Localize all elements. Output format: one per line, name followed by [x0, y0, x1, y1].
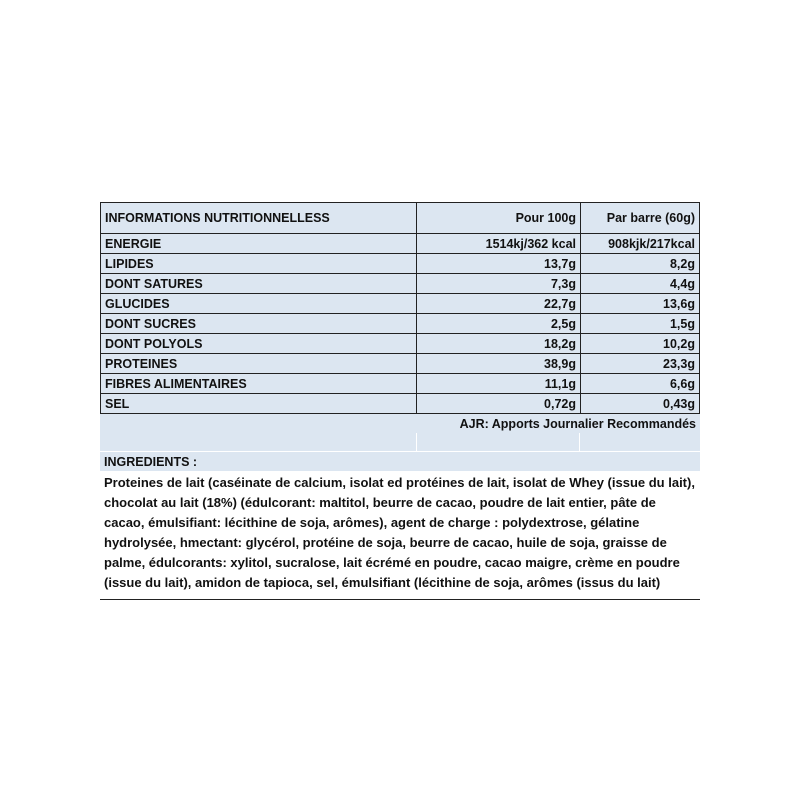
nutrient-label: DONT SUCRES	[100, 314, 417, 334]
ajr-row	[100, 414, 700, 433]
value-per-100g: 11,1g	[417, 374, 580, 394]
table-row	[100, 254, 700, 274]
value-per-bar: 0,43g	[580, 394, 700, 414]
value-per-bar: 23,3g	[580, 354, 700, 374]
value-per-100g: 13,7g	[417, 254, 580, 274]
header-per-bar: Par barre (60g)	[580, 202, 700, 234]
nutrient-label: SEL	[100, 394, 417, 414]
value-per-bar: 8,2g	[580, 254, 700, 274]
header-per-100g: Pour 100g	[417, 202, 580, 234]
value-per-100g: 1514kj/362 kcal	[417, 234, 580, 254]
value-per-100g: 2,5g	[417, 314, 580, 334]
table-row	[100, 314, 700, 334]
table-row	[100, 374, 700, 394]
value-per-bar: 4,4g	[580, 274, 700, 294]
ingredients-text: Proteines de lait (caséinate de calcium, isolat ed protéines de lait, isolat de Whey (issue du lait), chocolat au lait (18%) (édulcorant: maltitol, beurre de cacao, poudre de lait entier, pâte de cacao, émulsifiant: lécithine de soja, arômes), agent de charge : polydextrose, gélatine hydrolysée, hmectant: glycérol, protéine de soja, beurre de cacao, huile de soja, graisse de palme, édulcorants: xylitol, sucralose, lait écrémé en poudre, cacao maigre, crème en poudre (issue du lait), amidon de tapioca, sel, émulsifiant (lécithine de soja, arômes (issus du lait)	[100, 471, 700, 600]
value-per-bar: 6,6g	[580, 374, 700, 394]
ingredients-label-row	[100, 452, 700, 471]
table-row	[100, 234, 700, 254]
value-per-100g: 0,72g	[417, 394, 580, 414]
header-label: INFORMATIONS NUTRITIONNELLESS	[100, 202, 417, 234]
blank-cell	[580, 433, 700, 452]
value-per-bar: 908kjk/217kcal	[580, 234, 700, 254]
table-row	[100, 334, 700, 354]
blank-cell	[100, 433, 417, 452]
nutrient-label: DONT SATURES	[100, 274, 417, 294]
nutrient-label: PROTEINES	[100, 354, 417, 374]
blank-cell	[417, 433, 580, 452]
blank-row	[100, 433, 700, 452]
value-per-bar: 1,5g	[580, 314, 700, 334]
value-per-100g: 22,7g	[417, 294, 580, 314]
value-per-100g: 38,9g	[417, 354, 580, 374]
nutrient-label: LIPIDES	[100, 254, 417, 274]
table-row	[100, 354, 700, 374]
ingredients-label: INGREDIENTS :	[104, 454, 198, 469]
nutrition-sheet	[100, 202, 700, 600]
nutrient-label: GLUCIDES	[100, 294, 417, 314]
nutrient-label: FIBRES ALIMENTAIRES	[100, 374, 417, 394]
nutrient-label: ENERGIE	[100, 234, 417, 254]
table-header-row	[100, 202, 700, 234]
nutrient-label: DONT POLYOLS	[100, 334, 417, 354]
ajr-note: AJR: Apports Journalier Recommandés	[459, 416, 696, 431]
value-per-100g: 18,2g	[417, 334, 580, 354]
table-row	[100, 274, 700, 294]
value-per-bar: 10,2g	[580, 334, 700, 354]
table-row	[100, 394, 700, 414]
value-per-100g: 7,3g	[417, 274, 580, 294]
nutrition-rows	[100, 234, 700, 414]
value-per-bar: 13,6g	[580, 294, 700, 314]
table-row	[100, 294, 700, 314]
